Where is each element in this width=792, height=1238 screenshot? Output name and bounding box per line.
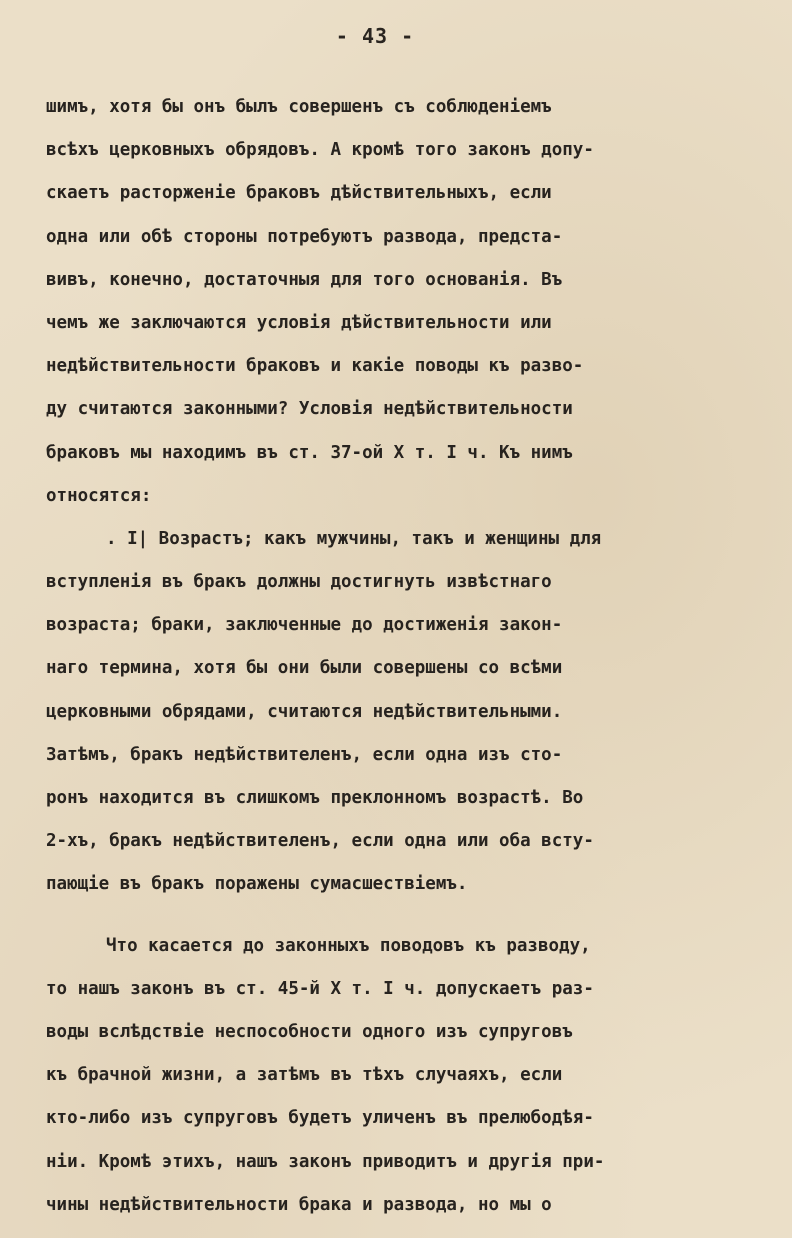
text-line: ніи. Кромѣ этихъ, нашъ законъ приводитъ и другія при- <box>46 1151 605 1172</box>
paragraph-gap <box>46 907 746 925</box>
text-line: шимъ, хотя бы онъ былъ совершенъ съ соблюденіемъ <box>46 97 552 117</box>
text-line: относятся: <box>46 485 152 506</box>
text-line: церковными обрядами, считаются недѣйствительными. <box>46 701 563 722</box>
text-line: наго термина, хотя бы они были совершены со всѣми <box>46 658 563 679</box>
text-line: всѣхъ церковныхъ обрядовъ. А кромѣ того законъ допу- <box>46 140 594 161</box>
text-line: кто-либо изъ супруговъ будетъ уличенъ въ прелюбодѣя- <box>46 1108 594 1129</box>
text-line: чины недѣйствительности брака и развода, но мы о <box>46 1194 552 1215</box>
text-line: Что касается до законныхъ поводовъ къ разводу, <box>106 935 591 956</box>
text-line: скаетъ расторженіе браковъ дѣйствительныхъ, если <box>46 183 552 204</box>
text-line: . I| Возрастъ; какъ мужчины, такъ и женщины для <box>106 528 602 549</box>
text-line: то нашъ законъ въ ст. 45-й X т. I ч. допускаетъ раз- <box>46 978 594 999</box>
text-line: возраста; браки, заключенные до достиженія закон- <box>46 615 563 636</box>
text-line: вступленія въ бракъ должны достигнуть извѣстнаго <box>46 572 552 593</box>
text-line: къ брачной жизни, а затѣмъ въ тѣхъ случаяхъ, если <box>46 1065 563 1086</box>
text-line: воды вслѣдствіе неспособности одного изъ супруговъ <box>46 1021 573 1042</box>
text-line: браковъ мы находимъ въ ст. 37-ой X т. I ч. Къ нимъ <box>46 442 573 463</box>
page-number: - 43 - <box>335 24 415 48</box>
body-text <box>46 86 746 1227</box>
text-line: Затѣмъ, бракъ недѣйствителенъ, если одна изъ сто- <box>46 744 563 765</box>
text-line: недѣйствительности браковъ и какіе поводы къ разво- <box>46 356 584 377</box>
text-line: чемъ же заключаются условія дѣйствительности или <box>46 312 552 333</box>
text-line: вивъ, конечно, достаточныя для того основанія. Въ <box>46 269 563 290</box>
text-line: пающіе въ бракъ поражены сумасшествіемъ. <box>46 874 468 895</box>
text-line: одна или обѣ стороны потребуютъ развода, предста- <box>46 226 563 247</box>
text-line: 2-хъ, бракъ недѣйствителенъ, если одна или оба всту- <box>46 831 594 852</box>
text-line: ронъ находится въ слишкомъ преклонномъ возрастѣ. Во <box>46 788 584 808</box>
text-line: ду считаются законными? Условія недѣйствительности <box>46 399 573 420</box>
